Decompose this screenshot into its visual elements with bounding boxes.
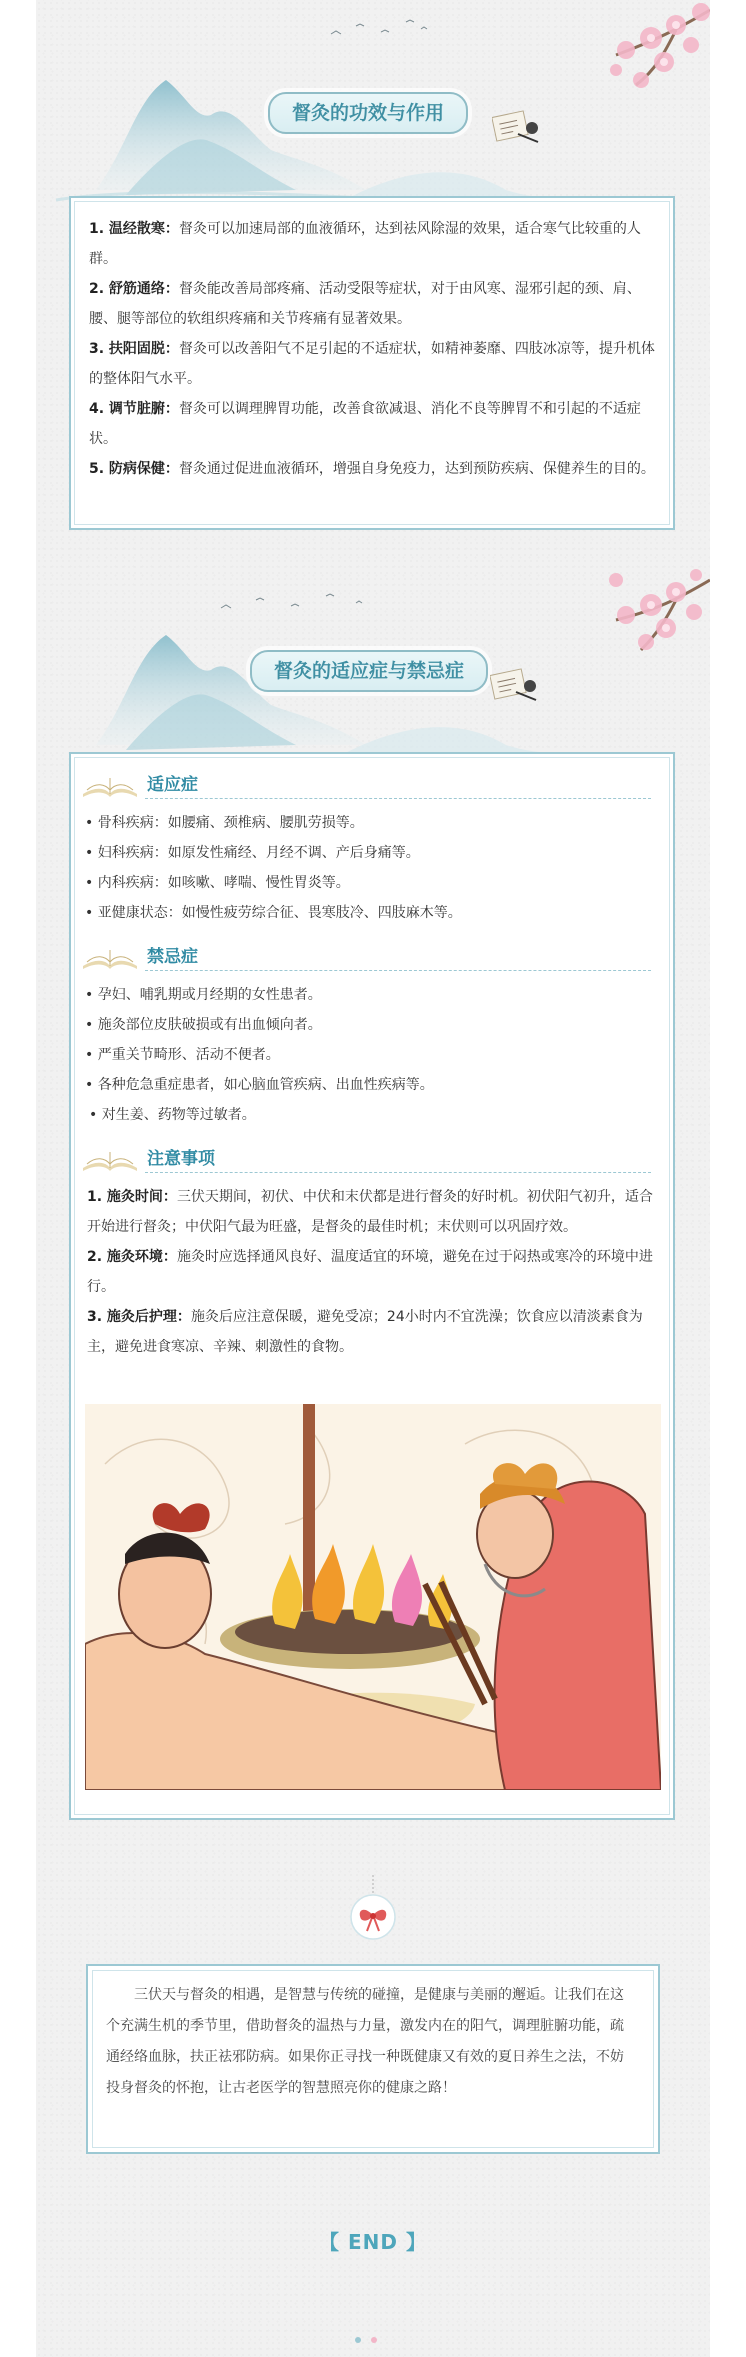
list-item: 2. 施灸环境：施灸时应选择通风良好、温度适宜的环境，避免在过于闷热或寒冷的环境中进行。 xyxy=(87,1249,653,1295)
list-item: • 亚健康状态：如慢性疲劳综合征、畏寒肢冷、四肢麻木等。 xyxy=(85,905,462,921)
indications-list xyxy=(85,808,655,928)
section-title-efficacy: 督灸的功效与作用 xyxy=(268,92,468,134)
birds-decoration-2 xyxy=(216,588,386,618)
closing-box xyxy=(86,1964,660,2154)
contraindications-list xyxy=(85,980,655,1130)
notes-heading: 注意事项 xyxy=(81,1142,651,1174)
list-item: • 内科疾病：如咳嗽、哮喘、慢性胃炎等。 xyxy=(85,875,350,891)
open-book-icon xyxy=(81,1146,139,1172)
list-item: • 妇科疾病：如原发性痛经、月经不调、产后身痛等。 xyxy=(85,845,420,861)
page-indicator-dots xyxy=(344,2334,404,2346)
list-item: • 孕妇、哺乳期或月经期的女性患者。 xyxy=(85,987,322,1003)
end-label: 【 END 】 xyxy=(319,2230,427,2254)
list-item: 2. 舒筋通络：督灸能改善局部疼痛、活动受限等症状，对于由风寒、湿邪引起的颈、肩、腰、腿等部位的软组织疼痛和关节疼痛有显著效果。 xyxy=(89,281,641,327)
list-item: • 各种危急重症患者，如心脑血管疾病、出血性疾病等。 xyxy=(85,1077,434,1093)
article-page xyxy=(36,0,710,2357)
list-item: • 骨科疾病：如腰痛、颈椎病、腰肌劳损等。 xyxy=(85,815,364,831)
bow-ornament-icon xyxy=(343,1875,403,1945)
list-item: 5. 防病保健：督灸通过促进血液循环，增强自身免疫力，达到预防疾病、保健养生的目的。 xyxy=(89,461,655,477)
moxibustion-illustration xyxy=(85,1404,661,1790)
list-item: 4. 调节脏腑：督灸可以调理脾胃功能，改善食欲减退、消化不良等脾胃不和引起的不适症状。 xyxy=(89,401,641,447)
closing-text: 三伏天与督灸的相遇，是智慧与传统的碰撞，是健康与美丽的邂逅。让我们在这个充满生机的季节里，借助督灸的温热与力量，激发内在的阳气，调理脏腑功能，疏通经络血脉，扶正祛邪防病。如果你正寻找一种既健康又有效的夏日养生之法，不妨投身督灸的怀抱，让古老医学的智慧照亮你的健康之路！ xyxy=(106,1987,624,2096)
cherry-blossom-decoration-2 xyxy=(556,560,710,660)
contraindications-heading: 禁忌症 xyxy=(81,940,651,972)
list-item: 1. 温经散寒：督灸可以加速局部的血液循环，达到祛风除湿的效果，适合寒气比较重的人群。 xyxy=(89,221,641,267)
cherry-blossom-decoration xyxy=(556,0,710,100)
open-book-icon xyxy=(81,772,139,798)
birds-decoration xyxy=(326,14,436,44)
section-title-indications: 督灸的适应症与禁忌症 xyxy=(250,650,488,692)
notes-list xyxy=(87,1182,657,1362)
list-item: • 对生姜、药物等过敏者。 xyxy=(89,1107,256,1123)
efficacy-panel xyxy=(69,196,675,530)
indications-panel xyxy=(69,752,675,1820)
list-item: 1. 施灸时间：三伏天期间，初伏、中伏和末伏都是进行督灸的好时机。初伏阳气初升，适合开始进行督灸；中伏阳气最为旺盛，是督灸的最佳时机；末伏则可以巩固疗效。 xyxy=(87,1189,653,1235)
open-book-icon xyxy=(81,944,139,970)
list-item: 3. 扶阳固脱：督灸可以改善阳气不足引起的不适症状，如精神萎靡、四肢冰凉等，提升机体的整体阳气水平。 xyxy=(89,341,655,387)
list-item: 3. 施灸后护理：施灸后应注意保暖，避免受凉；24小时内不宜洗澡；饮食应以清淡素食为主，避免进食寒凉、辛辣、刺激性的食物。 xyxy=(87,1309,643,1355)
list-item: • 施灸部位皮肤破损或有出血倾向者。 xyxy=(85,1017,322,1033)
scroll-brush-icon xyxy=(492,104,540,146)
scroll-brush-icon-2 xyxy=(490,662,538,704)
list-item: • 严重关节畸形、活动不便者。 xyxy=(85,1047,280,1063)
indications-heading: 适应症 xyxy=(81,768,651,800)
efficacy-list xyxy=(89,214,659,484)
